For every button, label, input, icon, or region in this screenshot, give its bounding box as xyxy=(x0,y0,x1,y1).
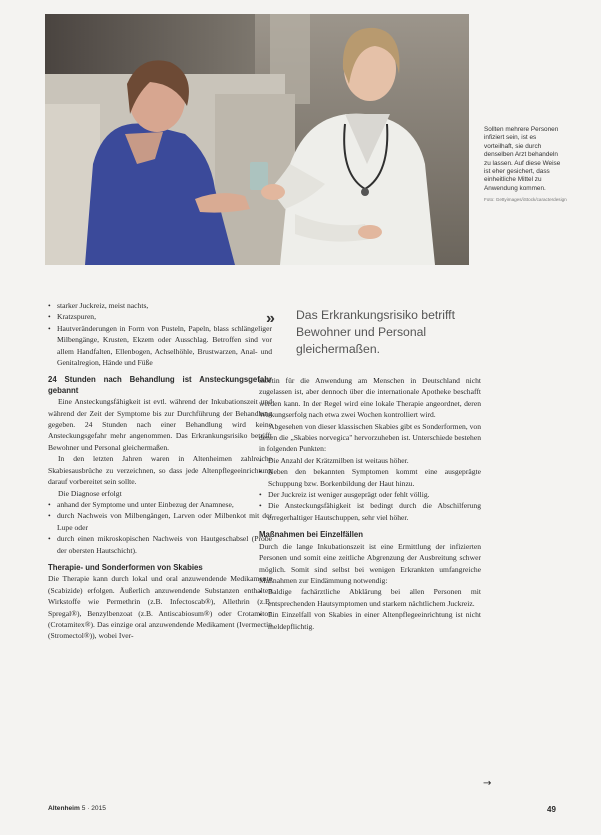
list-item: • Ein Einzelfall von Skabies in einer Altenpflegeeinrichtung ist nicht meldepflichtig. xyxy=(259,609,481,632)
list-item: • Hautveränderungen in Form von Pusteln, Papeln, blass schlängeliger Milbengänge, Krusten, Ekzem oder Ausschlag. Betroffen sind vor allem Handfalten, Ellenbogen, Achselhöhle, Brustwarzen, Anal- und Genitalregion, Hände und Füße xyxy=(48,323,272,369)
symptom-list xyxy=(48,300,272,368)
list-item: • durch Nachweis von Milbengängen, Larven oder Milbenkot mit der Lupe oder xyxy=(48,510,272,533)
list-item: • Baldige fachärztliche Abklärung bei allen Personen mit entsprechenden Hautsymptomen und starkem nächtlichem Juckreiz. xyxy=(259,586,481,609)
heading-therapy: Therapie- und Sonderformen von Skabies xyxy=(48,562,203,572)
paragraph: mectin für die Anwendung am Menschen in Deutschland nicht zugelassen ist, aber dennoch über die internationale Apotheke beschafft werden kann. In der Regel wird eine lokale Therapie angeordnet, deren Wirkungserfolg nach etwa zwei Wochen kontrolliert wird. xyxy=(259,376,481,420)
magazine-name: Altenheim xyxy=(48,805,80,812)
photo-doctor-patient xyxy=(45,14,469,265)
list-item: • Die Ansteckungsfähigkeit ist bedingt durch die Abschilferung erregerhaltiger Hautschuppen, sehr viel höher. xyxy=(259,500,481,523)
differences-list xyxy=(259,455,481,523)
quote-mark-icon: » xyxy=(266,310,273,327)
column-left xyxy=(48,300,272,642)
paragraph: Die Diagnose erfolgt xyxy=(58,488,122,498)
page-number: 49 xyxy=(547,805,556,814)
footer-source xyxy=(48,805,106,812)
paragraph: Die Therapie kann durch lokal und oral anzuwendende Medikamente (Scabizide) erfolgen. Äußerlich anzuwendende Substanzen enthalten Wirkstoffe wie Permethrin (z.B. Infectoscab®), Allethrin (z.B. Spregal®), Benzylbenzoat (z.B. Antiscabiosum®) oder Crotamiton (Crotamitex®). Das einzige oral anzuwendende Medikament (Ivermectin (Stromectol®)), wobei Iver- xyxy=(48,574,272,641)
paragraph: Durch die lange Inkubationszeit ist eine Ermittlung der infizierten Personen und somit eine zeitliche Abgrenzung der Ausbreitung schwer möglich. Somit sind selbst bei wenigen Erkrankten umfangreiche Maßnahmen zur Eindämmung notwendig: xyxy=(259,541,481,585)
paragraph: In den letzten Jahren waren in Altenheimen zahlreiche Skabiesausbrüche zu verzeichnen, so dass jede Altenpflegeeinrichtung darauf vorbereitet sein sollte. xyxy=(48,454,272,487)
diagnosis-list xyxy=(48,499,272,556)
heading-measures: Maßnahmen bei Einzelfällen xyxy=(259,530,363,540)
photo-caption xyxy=(484,126,567,205)
list-item: • Die Anzahl der Krätzmilben ist weitaus höher. xyxy=(259,455,481,466)
photo-credit: Foto: Gettyimages/iStock/caracterdesign xyxy=(484,197,567,203)
measures-list xyxy=(259,586,481,632)
paragraph: Eine Ansteckungsfähigkeit ist evtl. während der Inkubationszeit und während der Zeit der Symptome bis zur Durchführung der Behandlung gegeben. 24 Stunden nach einer Behandlung wird keine Ansteckungsgefahr mehr angenommen. Das Erkrankungsrisiko betrifft Bewohner und Personal gleichermaßen. xyxy=(48,397,272,452)
issue-number: 5 · 2015 xyxy=(81,805,106,812)
list-item: • Der Juckreiz ist weniger ausgeprägt oder fehlt völlig. xyxy=(259,489,481,500)
heading-contagion: 24 Stunden nach Behandlung ist Ansteckungsgefahr gebannt xyxy=(48,375,272,395)
pull-quote xyxy=(266,307,476,358)
pull-quote-text: Das Erkrankungsrisiko betrifft Bewohner und Personal gleichermaßen. xyxy=(296,308,455,356)
caption-text: Sollten mehrere Personen infiziert sein, ist es vorteilhaft, sie durch denselben Arzt behandeln zu lassen. Auf diese Weise ist eher gesichert, dass einheitliche Mittel zu Anwendung kommen. xyxy=(484,126,561,192)
list-item: • Neben den bekannten Symptomen kommt eine ausgeprägte Schuppung bzw. Borkenbildung der Haut hinzu. xyxy=(259,466,481,489)
list-item: • Kratzspuren, xyxy=(48,311,272,322)
continue-arrow-icon: → xyxy=(483,778,492,789)
list-item: • durch einen mikroskopischen Nachweis von Hautgeschabsel (Probe der obersten Hautschicht). xyxy=(48,533,272,556)
article-photo xyxy=(45,14,469,265)
paragraph: Abgesehen von dieser klassischen Skabies gibt es Sonderformen, von denen die „Skabies norvegica" hervorzuheben ist. Unterschiede bestehen in folgenden Punkten: xyxy=(259,421,481,454)
list-item: • starker Juckreiz, meist nachts, xyxy=(48,300,272,311)
column-right xyxy=(259,375,481,632)
list-item: • anhand der Symptome und unter Einbezug der Anamnese, xyxy=(48,499,272,510)
